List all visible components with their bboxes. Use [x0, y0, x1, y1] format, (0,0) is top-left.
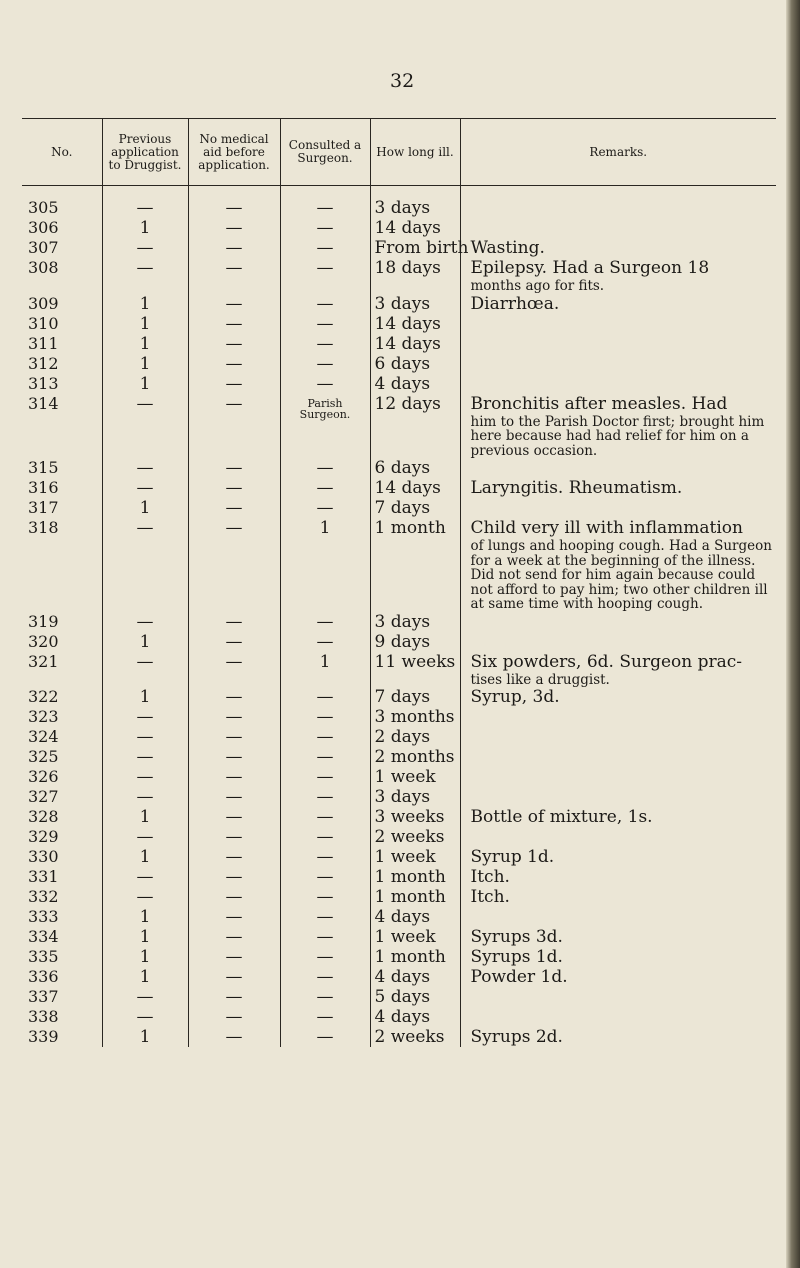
consulted-surgeon-cell: — — [280, 334, 370, 354]
consulted-surgeon-cell: — — [280, 498, 370, 518]
no-medical-aid-cell: — — [188, 238, 280, 258]
how-long-ill-cell: 3 days — [370, 294, 460, 314]
case-number-cell: 311 — [28, 333, 59, 353]
table-row — [22, 632, 776, 652]
consulted-surgeon-cell: — — [280, 258, 370, 294]
no-medical-aid-cell: — — [188, 374, 280, 394]
how-long-ill-cell: 4 days — [370, 1007, 460, 1027]
remarks-cell — [460, 374, 776, 394]
remarks-cell — [460, 687, 776, 707]
previous-application-cell: 1 — [102, 1027, 188, 1047]
consulted-surgeon-cell: — — [280, 1027, 370, 1047]
previous-application-cell: — — [102, 458, 188, 478]
previous-application-cell: — — [102, 1007, 188, 1027]
previous-application-cell: — — [102, 867, 188, 887]
consulted-surgeon-cell: — — [280, 458, 370, 478]
case-number-cell: 324 — [28, 727, 59, 746]
table-row — [22, 747, 776, 767]
previous-application-cell: 1 — [102, 907, 188, 927]
how-long-ill-cell: 4 days — [370, 967, 460, 987]
remark-text: Child very ill with inflammation — [470, 518, 743, 538]
remarks-cell — [460, 807, 776, 827]
how-long-ill-cell: 2 weeks — [370, 1027, 460, 1047]
table-row — [22, 967, 776, 987]
consulted-surgeon-cell: 1 — [280, 652, 370, 688]
previous-application-cell: — — [102, 186, 188, 219]
table-row — [22, 238, 776, 258]
remarks-cell — [460, 238, 776, 258]
table-row — [22, 518, 776, 612]
how-long-ill-cell: 14 days — [370, 478, 460, 498]
how-long-ill-cell: 3 weeks — [370, 807, 460, 827]
remark-text: Six powders, 6d. Surgeon prac- — [470, 651, 743, 672]
case-number-cell: 305 — [28, 198, 59, 217]
consulted-surgeon-cell: — — [280, 294, 370, 314]
remarks-cell — [460, 258, 776, 294]
consulted-surgeon-cell: — — [280, 727, 370, 747]
remarks-cell — [460, 827, 776, 847]
how-long-ill-cell: 2 weeks — [370, 827, 460, 847]
no-medical-aid-cell: — — [188, 747, 280, 767]
consulted-surgeon-cell: — — [280, 867, 370, 887]
previous-application-cell: 1 — [102, 354, 188, 374]
how-long-ill-cell: 14 days — [370, 314, 460, 334]
consulted-surgeon-cell: — — [280, 807, 370, 827]
previous-application-cell: — — [102, 767, 188, 787]
remarks-cell — [460, 767, 776, 787]
how-long-ill-cell: 7 days — [370, 687, 460, 707]
case-number-cell: 336 — [28, 967, 59, 986]
consulted-surgeon-cell: — — [280, 218, 370, 238]
no-medical-aid-cell: — — [188, 807, 280, 827]
remarks-cell — [460, 314, 776, 334]
case-number-cell: 325 — [28, 747, 59, 766]
table-body — [22, 186, 776, 1048]
remarks-cell — [460, 927, 776, 947]
how-long-ill-cell: 9 days — [370, 632, 460, 652]
remarks-cell — [460, 847, 776, 867]
previous-application-cell: — — [102, 478, 188, 498]
consulted-surgeon-cell: — — [280, 907, 370, 927]
remarks-cell — [460, 747, 776, 767]
table-row — [22, 186, 776, 219]
no-medical-aid-cell: — — [188, 354, 280, 374]
consulted-surgeon-cell: — — [280, 374, 370, 394]
consulted-surgeon-cell: — — [280, 967, 370, 987]
table-row — [22, 458, 776, 478]
table-row — [22, 334, 776, 354]
remarks-cell — [460, 727, 776, 747]
consulted-surgeon-cell: — — [280, 947, 370, 967]
no-medical-aid-cell: — — [188, 987, 280, 1007]
table-row — [22, 767, 776, 787]
consulted-surgeon-cell: — — [280, 847, 370, 867]
case-number-cell: 333 — [28, 907, 59, 926]
remarks-cell — [460, 887, 776, 907]
how-long-ill-cell: From birth — [370, 238, 460, 258]
consulted-surgeon-cell: — — [280, 314, 370, 334]
case-number-cell: 308 — [28, 258, 59, 277]
how-long-ill-cell: 3 days — [370, 612, 460, 632]
remarks-cell — [460, 186, 776, 219]
previous-application-cell: 1 — [102, 218, 188, 238]
consulted-surgeon-cell: — — [280, 478, 370, 498]
how-long-ill-cell: 11 weeks — [370, 652, 460, 688]
remark-text: Epilepsy. Had a Surgeon 18 — [470, 258, 710, 278]
remark-text: Syrup, 3d. — [470, 687, 560, 707]
no-medical-aid-cell: — — [188, 314, 280, 334]
remarks-cell — [460, 787, 776, 807]
header-remarks: Remarks. — [460, 119, 776, 186]
table-row — [22, 807, 776, 827]
case-number-cell: 321 — [28, 651, 59, 671]
remarks-cell — [460, 632, 776, 652]
case-number-cell: 312 — [28, 353, 59, 373]
consulted-surgeon-cell: Parish Surgeon. — [280, 394, 370, 459]
no-medical-aid-cell: — — [188, 727, 280, 747]
no-medical-aid-cell: — — [188, 927, 280, 947]
case-number-cell: 338 — [28, 1007, 59, 1026]
previous-application-cell: — — [102, 727, 188, 747]
remarks-cell — [460, 987, 776, 1007]
previous-application-cell: 1 — [102, 927, 188, 947]
case-number-cell: 313 — [28, 373, 59, 393]
previous-application-cell: — — [102, 238, 188, 258]
header-previous-application: Previous application to Druggist. — [102, 119, 188, 186]
previous-application-cell: 1 — [102, 498, 188, 518]
case-number-cell: 330 — [28, 847, 59, 866]
remarks-cell — [460, 947, 776, 967]
remarks-cell — [460, 612, 776, 632]
case-number-cell: 319 — [28, 611, 59, 631]
table-row — [22, 258, 776, 294]
consulted-surgeon-cell: — — [280, 612, 370, 632]
no-medical-aid-cell: — — [188, 847, 280, 867]
table-row — [22, 1027, 776, 1047]
table-row — [22, 987, 776, 1007]
previous-application-cell: — — [102, 258, 188, 294]
how-long-ill-cell: 2 months — [370, 747, 460, 767]
no-medical-aid-cell: — — [188, 887, 280, 907]
remarks-cell — [460, 294, 776, 314]
table-row — [22, 394, 776, 459]
how-long-ill-cell: 4 days — [370, 374, 460, 394]
no-medical-aid-cell: — — [188, 258, 280, 294]
previous-application-cell: 1 — [102, 687, 188, 707]
consulted-surgeon-cell: — — [280, 987, 370, 1007]
table-row — [22, 498, 776, 518]
previous-application-cell: — — [102, 518, 188, 612]
consulted-surgeon-cell: — — [280, 767, 370, 787]
remark-text: Diarrhœa. — [470, 293, 560, 314]
table-row — [22, 218, 776, 238]
case-number-cell: 332 — [28, 887, 59, 906]
remarks-cell — [460, 518, 776, 612]
case-number-cell: 306 — [28, 218, 59, 237]
consulted-surgeon-cell: — — [280, 827, 370, 847]
previous-application-cell: — — [102, 747, 188, 767]
consulted-surgeon-cell: — — [280, 787, 370, 807]
remarks-cell — [460, 354, 776, 374]
case-number-cell: 334 — [28, 927, 59, 946]
header-consulted-surgeon: Consulted a Surgeon. — [280, 119, 370, 186]
how-long-ill-cell: 4 days — [370, 907, 460, 927]
case-number-cell: 335 — [28, 947, 59, 966]
remarks-cell — [460, 867, 776, 887]
how-long-ill-cell: 14 days — [370, 218, 460, 238]
remark-text: Syrups 3d. — [470, 927, 563, 947]
header-how-long-ill: How long ill. — [370, 119, 460, 186]
case-number-cell: 315 — [28, 458, 59, 477]
how-long-ill-cell: 1 month — [370, 518, 460, 612]
case-number-cell: 326 — [28, 767, 59, 786]
table-header-row — [22, 119, 776, 186]
no-medical-aid-cell: — — [188, 498, 280, 518]
no-medical-aid-cell: — — [188, 827, 280, 847]
case-number-cell: 317 — [28, 498, 59, 517]
how-long-ill-cell: 1 week — [370, 847, 460, 867]
table-row — [22, 827, 776, 847]
how-long-ill-cell: 3 days — [370, 186, 460, 219]
page-number: 32 — [390, 70, 415, 92]
previous-application-cell: 1 — [102, 947, 188, 967]
remark-continuation-text: months ago for fits. — [470, 278, 605, 294]
previous-application-cell: — — [102, 394, 188, 459]
previous-application-cell: 1 — [102, 807, 188, 827]
previous-application-cell: 1 — [102, 334, 188, 354]
how-long-ill-cell: 5 days — [370, 987, 460, 1007]
no-medical-aid-cell: — — [188, 867, 280, 887]
remark-text: Syrup 1d. — [470, 847, 555, 867]
case-number-cell: 310 — [28, 313, 59, 333]
case-number-cell: 323 — [28, 707, 59, 726]
case-number-cell: 316 — [28, 478, 59, 497]
previous-application-cell: — — [102, 787, 188, 807]
no-medical-aid-cell: — — [188, 478, 280, 498]
case-number-cell: 307 — [28, 238, 59, 257]
previous-application-cell: 1 — [102, 967, 188, 987]
table-row — [22, 354, 776, 374]
header-no: No. — [22, 119, 102, 186]
no-medical-aid-cell: — — [188, 1027, 280, 1047]
remarks-cell — [460, 1007, 776, 1027]
table-row — [22, 1007, 776, 1027]
no-medical-aid-cell: — — [188, 1007, 280, 1027]
case-number-cell: 318 — [28, 518, 59, 537]
how-long-ill-cell: 1 week — [370, 767, 460, 787]
no-medical-aid-cell: — — [188, 947, 280, 967]
table-row — [22, 947, 776, 967]
table-row — [22, 374, 776, 394]
case-table — [22, 118, 776, 1047]
page-edge-shadow — [786, 0, 800, 1268]
how-long-ill-cell: 2 days — [370, 727, 460, 747]
remarks-cell — [460, 907, 776, 927]
table-row — [22, 687, 776, 707]
table-row — [22, 887, 776, 907]
how-long-ill-cell: 3 months — [370, 707, 460, 727]
table-row — [22, 847, 776, 867]
consulted-surgeon-cell: — — [280, 687, 370, 707]
case-number-cell: 320 — [28, 631, 59, 651]
no-medical-aid-cell: — — [188, 294, 280, 314]
remarks-cell — [460, 458, 776, 478]
no-medical-aid-cell: — — [188, 787, 280, 807]
case-number-cell: 331 — [28, 867, 59, 886]
table-row — [22, 612, 776, 632]
remarks-cell — [460, 478, 776, 498]
case-number-cell: 327 — [28, 787, 59, 806]
consulted-surgeon-cell: 1 — [280, 518, 370, 612]
table-row — [22, 907, 776, 927]
consulted-surgeon-cell: — — [280, 1007, 370, 1027]
no-medical-aid-cell: — — [188, 394, 280, 459]
how-long-ill-cell: 1 month — [370, 887, 460, 907]
consulted-surgeon-cell: — — [280, 747, 370, 767]
remark-text: Bronchitis after measles. Had — [470, 393, 728, 414]
previous-application-cell: — — [102, 612, 188, 632]
previous-application-cell: 1 — [102, 632, 188, 652]
remark-text: Syrups 1d. — [470, 947, 563, 967]
table-row — [22, 652, 776, 688]
no-medical-aid-cell: — — [188, 186, 280, 219]
how-long-ill-cell: 1 month — [370, 947, 460, 967]
remarks-cell — [460, 394, 776, 459]
remarks-cell — [460, 967, 776, 987]
previous-application-cell: — — [102, 887, 188, 907]
remark-continuation-text: tises like a druggist. — [470, 671, 610, 688]
how-long-ill-cell: 18 days — [370, 258, 460, 294]
no-medical-aid-cell: — — [188, 767, 280, 787]
previous-application-cell: — — [102, 652, 188, 688]
remarks-cell — [460, 652, 776, 688]
consulted-surgeon-cell: — — [280, 632, 370, 652]
remark-continuation-text: of lungs and hooping cough. Had a Surgeon for a week at the beginning of the illness. Did not send for him again because could not afford to pay him; two other children ill at same time with hooping cough. — [470, 538, 772, 612]
remark-text: Powder 1d. — [470, 967, 568, 987]
remark-text: Wasting. — [470, 238, 545, 258]
how-long-ill-cell: 7 days — [370, 498, 460, 518]
how-long-ill-cell: 1 week — [370, 927, 460, 947]
how-long-ill-cell: 3 days — [370, 787, 460, 807]
table-row — [22, 478, 776, 498]
no-medical-aid-cell: — — [188, 652, 280, 688]
case-number-cell: 328 — [28, 807, 59, 826]
case-number-cell: 322 — [28, 687, 59, 706]
table-row — [22, 314, 776, 334]
previous-application-cell: 1 — [102, 314, 188, 334]
remarks-cell — [460, 707, 776, 727]
remark-continuation-text: him to the Parish Doctor first; brought him here because had had relief for him on a previous occasion. — [470, 413, 765, 459]
no-medical-aid-cell: — — [188, 518, 280, 612]
consulted-surgeon-cell: — — [280, 354, 370, 374]
table-row — [22, 867, 776, 887]
remark-text: Syrups 2d. — [470, 1027, 563, 1047]
no-medical-aid-cell: — — [188, 334, 280, 354]
no-medical-aid-cell: — — [188, 632, 280, 652]
no-medical-aid-cell: — — [188, 458, 280, 478]
no-medical-aid-cell: — — [188, 687, 280, 707]
previous-application-cell: — — [102, 707, 188, 727]
previous-application-cell: 1 — [102, 847, 188, 867]
case-number-cell: 314 — [28, 393, 59, 413]
how-long-ill-cell: 1 month — [370, 867, 460, 887]
table-row — [22, 707, 776, 727]
how-long-ill-cell: 6 days — [370, 458, 460, 478]
case-number-cell: 337 — [28, 987, 59, 1006]
remarks-cell — [460, 218, 776, 238]
previous-application-cell: 1 — [102, 374, 188, 394]
case-number-cell: 339 — [28, 1027, 59, 1046]
table-row — [22, 927, 776, 947]
consulted-surgeon-cell: — — [280, 927, 370, 947]
remark-text: Itch. — [470, 887, 510, 907]
previous-application-cell: 1 — [102, 294, 188, 314]
no-medical-aid-cell: — — [188, 907, 280, 927]
remarks-cell — [460, 1027, 776, 1047]
remarks-cell — [460, 334, 776, 354]
table-row — [22, 727, 776, 747]
consulted-surgeon-cell: — — [280, 887, 370, 907]
remark-text: Bottle of mixture, 1s. — [470, 807, 653, 827]
remarks-cell — [460, 498, 776, 518]
previous-application-cell: — — [102, 827, 188, 847]
consulted-surgeon-cell: — — [280, 186, 370, 219]
table-row — [22, 294, 776, 314]
no-medical-aid-cell: — — [188, 707, 280, 727]
no-medical-aid-cell: — — [188, 218, 280, 238]
how-long-ill-cell: 14 days — [370, 334, 460, 354]
remark-text: Itch. — [470, 867, 510, 887]
case-number-cell: 309 — [28, 293, 59, 313]
case-number-cell: 329 — [28, 827, 59, 846]
no-medical-aid-cell: — — [188, 967, 280, 987]
how-long-ill-cell: 12 days — [370, 394, 460, 459]
how-long-ill-cell: 6 days — [370, 354, 460, 374]
table-row — [22, 787, 776, 807]
consulted-surgeon-cell: — — [280, 238, 370, 258]
previous-application-cell: — — [102, 987, 188, 1007]
consulted-surgeon-cell: — — [280, 707, 370, 727]
no-medical-aid-cell: — — [188, 612, 280, 632]
remark-text: Laryngitis. Rheumatism. — [470, 478, 683, 498]
header-no-medical-aid: No medical aid before application. — [188, 119, 280, 186]
